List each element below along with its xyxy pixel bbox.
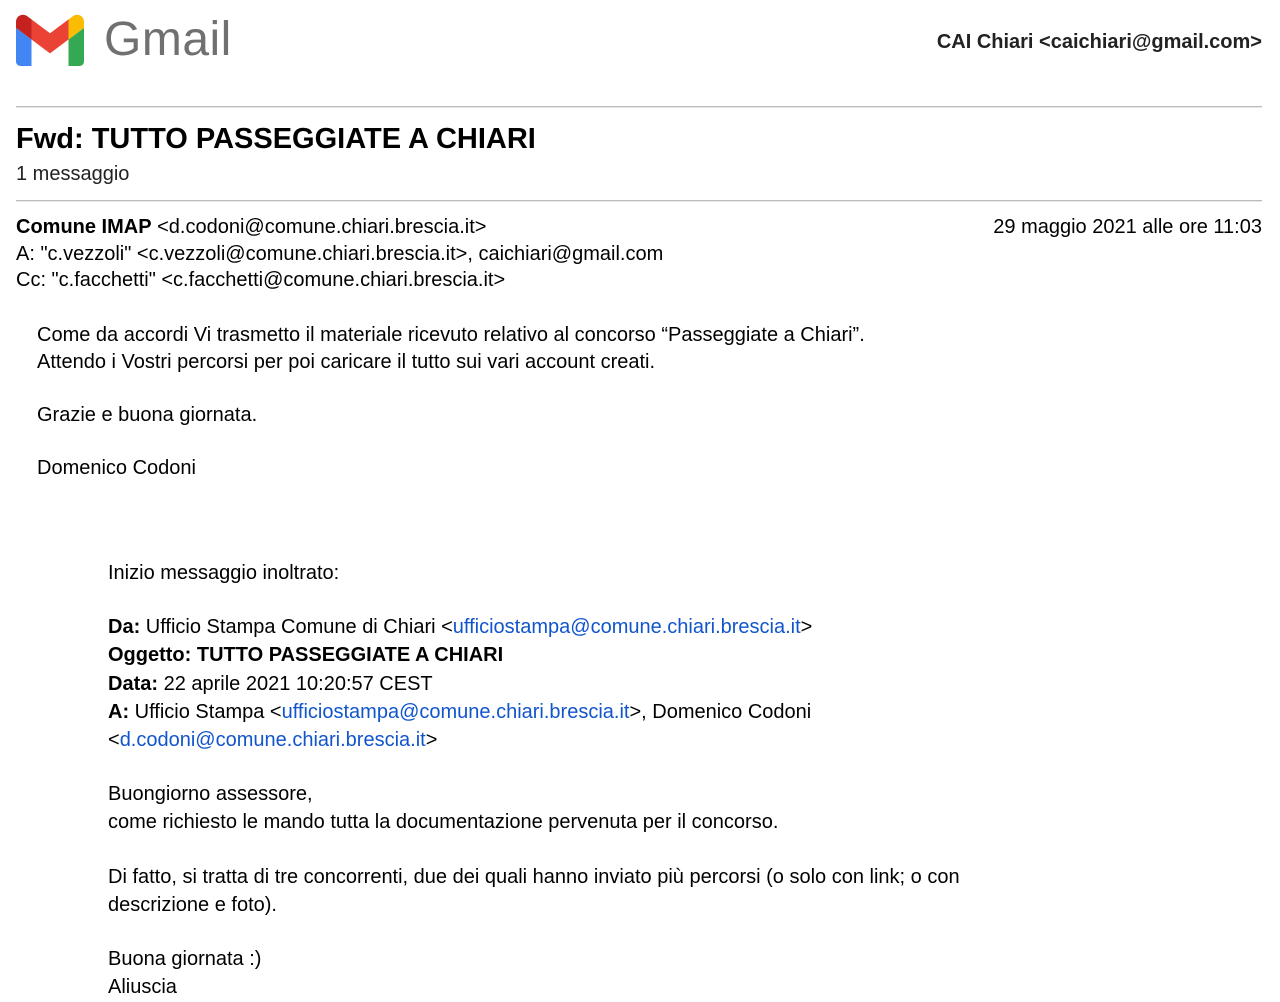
forward-body-line: descrizione e foto). (108, 893, 277, 916)
forward-body-line: come richiesto le mando tutta la documentazione pervenuta per il concorso. (108, 811, 779, 834)
body-line: Come da accordi Vi trasmetto il materiale ricevuto relativo al concorso “Passeggiate a Chiari”. (37, 324, 865, 346)
forward-subject: Oggetto: TUTTO PASSEGGIATE A CHIARI (108, 644, 504, 667)
gmail-m-icon (16, 14, 84, 66)
forward-from-email-link[interactable]: ufficiostampa@comune.chiari.brescia.it (452, 616, 801, 639)
print-header (16, 0, 1262, 100)
gmail-logo (16, 14, 232, 66)
forward-closing: Buona giornata :) (108, 948, 262, 971)
recipients-to: A: "c.vezzoli" <c.vezzoli@comune.chiari.brescia.it>, caichiari@gmail.com (16, 242, 664, 265)
header-divider (16, 106, 1262, 108)
forward-date (108, 670, 1208, 698)
body-line: Attendo i Vostri percorsi per poi caricare il tutto sui vari account creati. (37, 350, 656, 373)
forward-from-label: Da: (108, 616, 141, 639)
sender-email: <d.codoni@comune.chiari.brescia.it> (151, 216, 487, 238)
body-signature: Domenico Codoni (37, 456, 196, 479)
forward-greeting: Buongiorno assessore, (108, 783, 313, 806)
sender-row (16, 214, 1262, 241)
recipients-cc: Cc: "c.facchetti" <c.facchetti@comune.chiari.brescia.it> (16, 269, 506, 291)
message-body (37, 322, 865, 481)
forward-from-close: > (800, 616, 813, 639)
thread-subject: Fwd: TUTTO PASSEGGIATE A CHIARI (16, 123, 536, 155)
account-label: CAI Chiari <caichiari@gmail.com> (936, 31, 1262, 53)
forward-intro: Inizio messaggio inoltrato: (108, 562, 340, 584)
forward-date-value: 22 aprile 2021 10:20:57 CEST (158, 672, 433, 695)
email-print-page (16, 0, 1262, 1002)
message-header (16, 214, 1262, 294)
forward-to (108, 698, 1208, 726)
forwarded-message (108, 559, 1208, 1001)
sender-name: Comune IMAP (16, 216, 152, 238)
forward-body-line: Di fatto, si tratta di tre concorrenti, due dei quali hanno inviato più percorsi (o solo con link; o con (108, 865, 960, 888)
forward-to-email-link[interactable]: d.codoni@comune.chiari.brescia.it (119, 729, 426, 752)
message-count: 1 messaggio (16, 163, 130, 185)
forward-to-name: Ufficio Stampa < (129, 700, 282, 723)
gmail-wordmark: Gmail (104, 13, 232, 66)
forward-to-open: < (108, 729, 120, 752)
forward-from (108, 613, 1208, 641)
forward-date-label: Data: (108, 672, 159, 695)
thread-divider (16, 200, 1262, 202)
forward-signature: Aliuscia (108, 976, 177, 999)
message-date: 29 maggio 2021 alle ore 11:03 (993, 216, 1262, 238)
forward-to-label: A: (108, 700, 130, 723)
forward-from-name: Ufficio Stampa Comune di Chiari < (140, 616, 453, 639)
forward-to-continued (108, 726, 1208, 754)
forward-to-close: > (425, 729, 438, 752)
forward-to-mid: >, Domenico Codoni (629, 700, 812, 723)
body-line: Grazie e buona giornata. (37, 403, 258, 426)
forward-to-email-link[interactable]: ufficiostampa@comune.chiari.brescia.it (281, 700, 630, 723)
